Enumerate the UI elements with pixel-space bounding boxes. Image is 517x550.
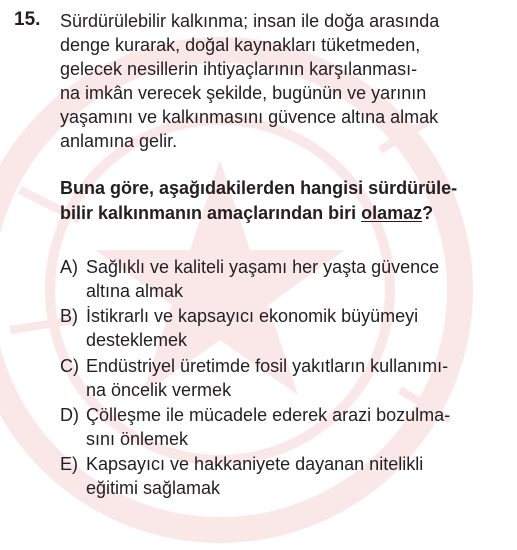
option-text: desteklemek	[86, 330, 188, 351]
option-text: Sağlıklı ve kaliteli yaşamı her yaşta güvence	[86, 257, 440, 277]
question-prompt	[60, 176, 510, 225]
answer-options	[60, 255, 510, 501]
prompt-text: bilir kalkınmanın amaçlarından biri	[60, 202, 362, 223]
stem-line: Sürdürülebilir kalkınma; insan ile doğa arasında	[60, 11, 440, 31]
prompt-question-mark: ?	[422, 202, 434, 223]
option-c[interactable]	[60, 354, 510, 402]
stem-line: gelecek nesillerin ihtiyaçlarının karşılanması-	[60, 59, 418, 79]
option-text: sını önlemek	[86, 428, 189, 449]
option-text: altına almak	[86, 281, 184, 301]
option-text: İstikrarlı ve kapsayıcı ekonomik büyümeyi	[86, 306, 419, 327]
stem-line: yaşamını ve kalkınmasını güvence altına almak	[60, 107, 439, 127]
option-a[interactable]	[60, 255, 510, 303]
option-letter: A)	[60, 257, 78, 277]
option-text: na öncelik vermek	[86, 379, 232, 400]
stem-line: anlamına gelir.	[60, 131, 178, 151]
option-text: Endüstriyel üretimde fosil yakıtların kullanımı-	[86, 355, 449, 376]
option-e[interactable]	[60, 452, 510, 500]
option-letter: B)	[60, 306, 78, 327]
option-text: Kapsayıcı ve hakkaniyete dayanan nitelikli	[86, 454, 424, 475]
option-text: eğitimi sağlamak	[86, 478, 221, 499]
option-b[interactable]	[60, 304, 510, 352]
prompt-line	[60, 201, 510, 226]
prompt-line: Buna göre, aşağıdakilerden hangisi sürdürüle-	[60, 178, 458, 198]
question-number: 15.	[14, 9, 41, 30]
option-text: Çölleşme ile mücadele ederek arazi bozulma-	[86, 404, 451, 425]
negation-emphasis: olamaz	[361, 202, 423, 223]
option-letter: E)	[60, 454, 78, 475]
option-letter: C)	[60, 355, 79, 376]
question-stem	[60, 9, 510, 153]
stem-line: denge kurarak, doğal kaynakları tüketmeden,	[60, 35, 421, 55]
stem-line: na imkân verecek şekilde, bugünün ve yarının	[60, 83, 427, 103]
option-d[interactable]	[60, 403, 510, 451]
option-letter: D)	[60, 404, 79, 425]
